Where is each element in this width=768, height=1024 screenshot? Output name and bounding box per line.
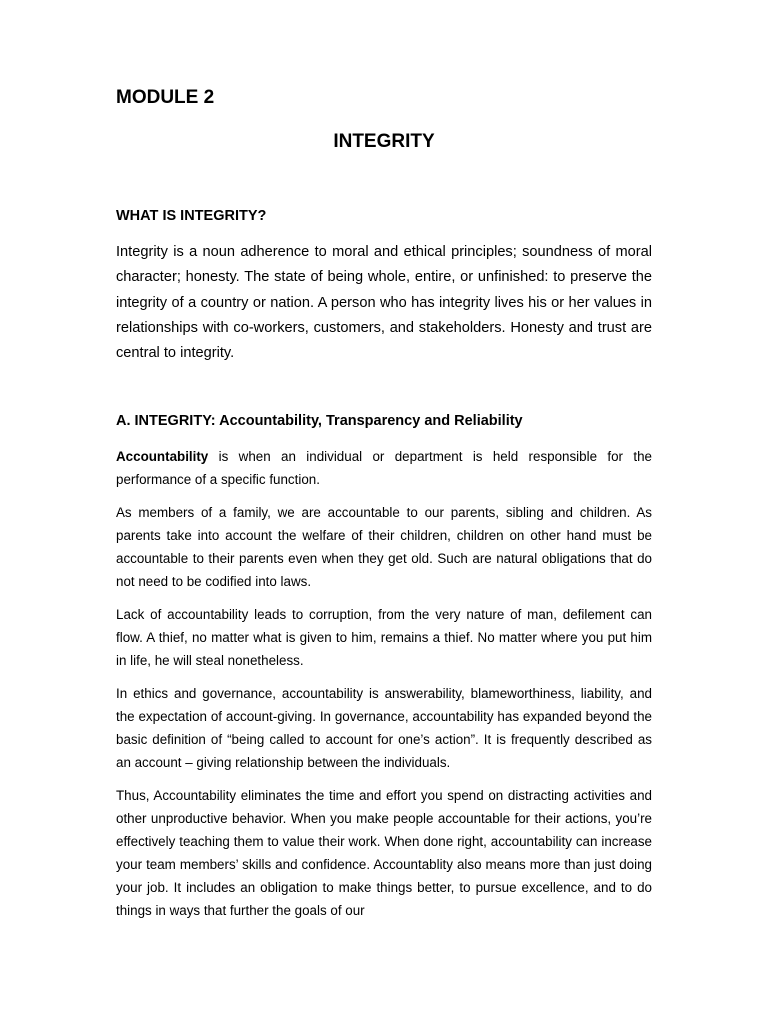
definition-paragraph — [116, 445, 652, 491]
definition-term: Accountability — [116, 449, 209, 464]
intro-paragraph: Integrity is a noun adherence to moral and ethical principles; soundness of moral character; honesty. The state of being whole, entire, or unfinished: to preserve the integrity of a country or nation. A person who has integrity lives his or her values in relationships with co-workers, customers, and stakeholders. Honesty and trust are central to integrity. — [116, 244, 652, 362]
section-body — [116, 445, 652, 932]
body-paragraph: As members of a family, we are accountable to our parents, sibling and children. As parents take into account the welfare of their children, children on other hand must be accountable to their parents even when they get old. Such are natural obligations that do not need to be codified into laws. — [116, 505, 652, 589]
question-heading: WHAT IS INTEGRITY? — [116, 208, 267, 224]
body-paragraph: Thus, Accountability eliminates the time and effort you spend on distracting activities and other unproductive behavior. When you make people accountable for their actions, you’re effectively teaching them to value their work. When done right, accountability can increase your team members’ skills and confidence. Accountablity also means more than just doing your job. It includes an obligation to make things better, to pursue excellence, and to do things in ways that further the goals of our — [116, 788, 652, 918]
document-title: INTEGRITY — [333, 131, 435, 152]
section-heading: A. INTEGRITY: Accountability, Transparency and Reliability — [116, 413, 523, 429]
body-paragraph: In ethics and governance, accountability is answerability, blameworthiness, liability, and the expectation of account-giving. In governance, accountability has expanded beyond the basic definition of “being called to account for one’s action”. It is frequently described as an account – giving relationship between the individuals. — [116, 686, 652, 770]
module-label: MODULE 2 — [116, 87, 215, 108]
definition-text: is when an individual or department is held responsible for the performance of a specific function. — [116, 449, 652, 487]
body-paragraph: Lack of accountability leads to corruption, from the very nature of man, defilement can flow. A thief, no matter what is given to him, remains a thief. No matter where you put him in life, he will steal nonetheless. — [116, 607, 652, 668]
